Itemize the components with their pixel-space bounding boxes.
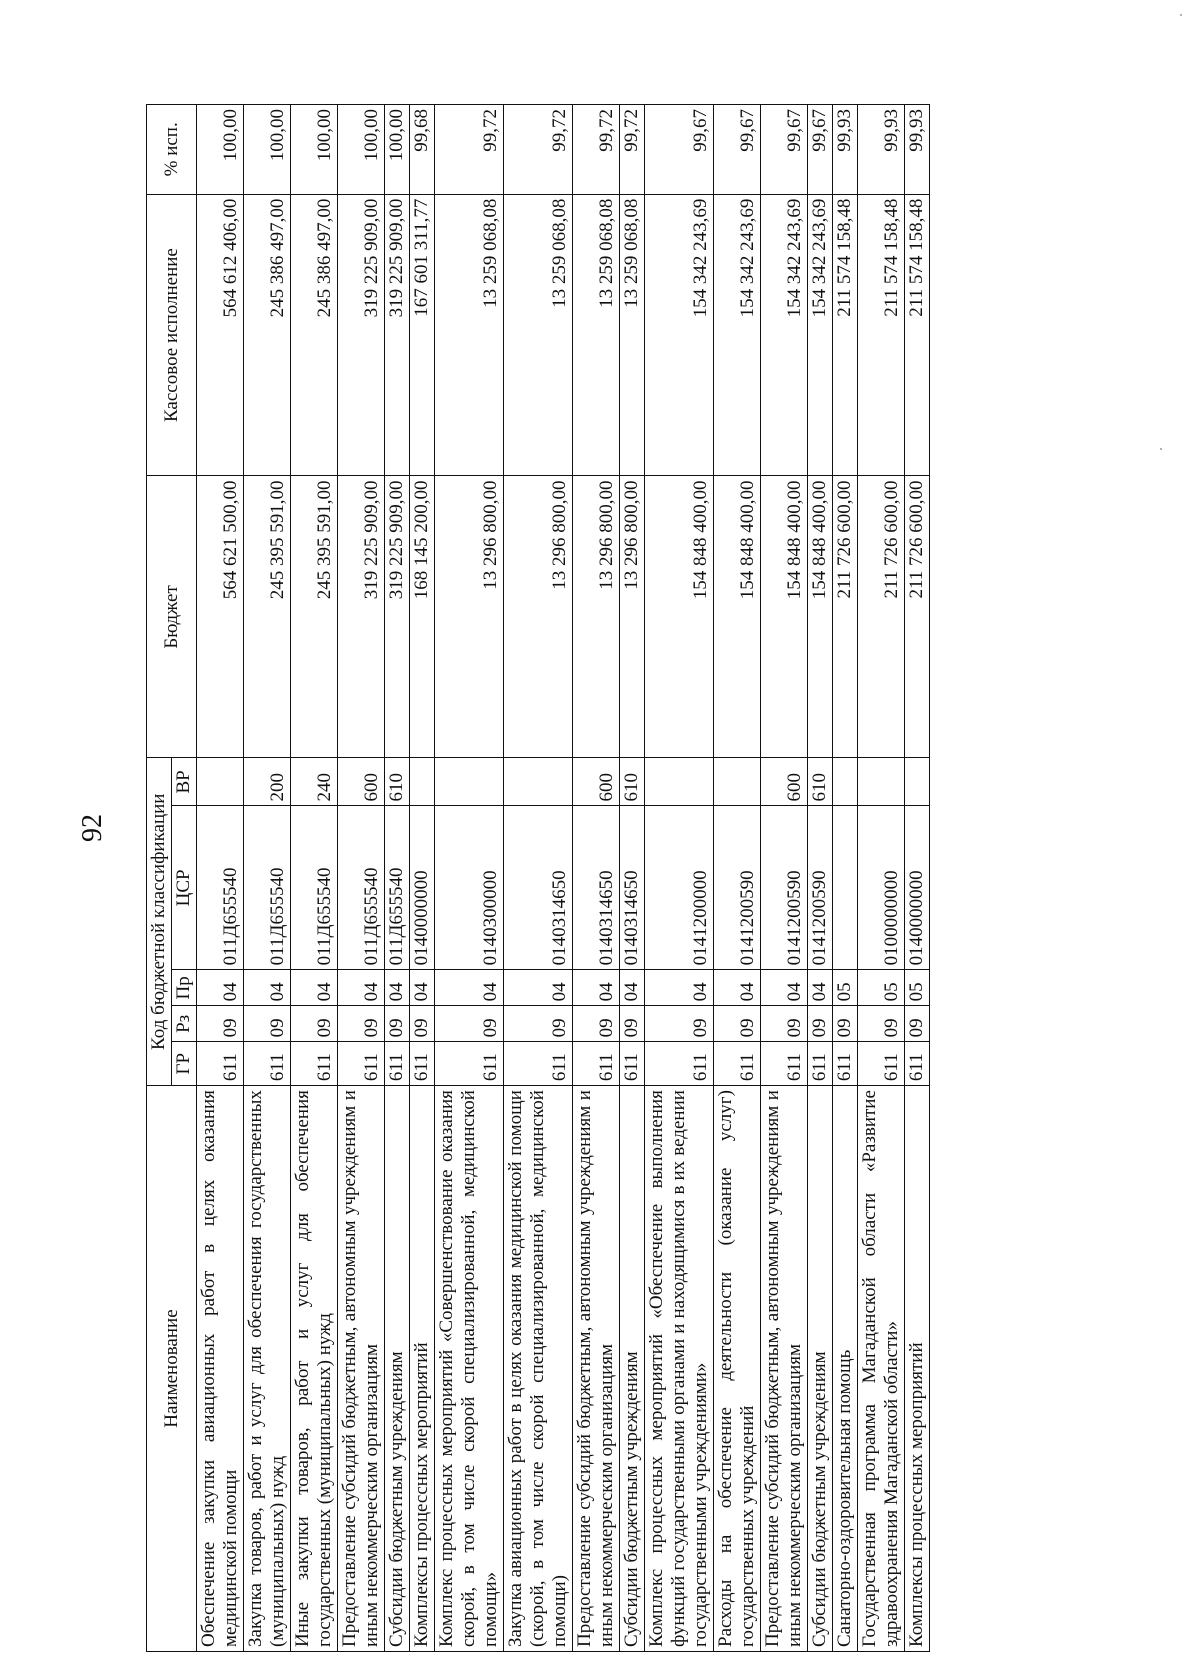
cell-vr: 600 — [761, 758, 808, 806]
header-csr: ЦСР — [172, 806, 197, 970]
cell-pr: 05 — [858, 970, 905, 1006]
cell-name: Субсидии бюджетным учреждениям — [620, 1086, 645, 1652]
cell-vr: 600 — [573, 758, 620, 806]
cell-budget: 154 848 400,00 — [645, 476, 714, 758]
cell-percent: 99,72 — [573, 105, 620, 195]
cell-gr: 611 — [435, 1042, 504, 1086]
cell-vr — [858, 758, 905, 806]
cell-percent: 99,67 — [808, 105, 833, 195]
cell-gr: 611 — [858, 1042, 905, 1086]
cell-execution: 211 574 158,48 — [858, 194, 905, 476]
cell-pr: 04 — [338, 970, 385, 1006]
cell-vr — [504, 758, 573, 806]
cell-percent: 100,00 — [338, 105, 385, 195]
cell-execution: 13 259 068,08 — [620, 194, 645, 476]
cell-percent: 99,72 — [620, 105, 645, 195]
cell-vr: 600 — [338, 758, 385, 806]
cell-pr: 04 — [504, 970, 573, 1006]
cell-csr: 011Д655540 — [291, 806, 338, 970]
table-row — [808, 105, 833, 1652]
cell-execution: 245 386 497,00 — [291, 194, 338, 476]
cell-csr: 011Д655540 — [244, 806, 291, 970]
cell-budget: 13 296 800,00 — [573, 476, 620, 758]
cell-rz: 09 — [504, 1006, 573, 1042]
cell-execution: 154 342 243,69 — [714, 194, 761, 476]
cell-execution: 245 386 497,00 — [244, 194, 291, 476]
cell-gr: 611 — [338, 1042, 385, 1086]
rotated-table-container — [146, 104, 1046, 1652]
cell-rz: 09 — [197, 1006, 244, 1042]
cell-execution: 13 259 068,08 — [435, 194, 504, 476]
cell-budget: 13 296 800,00 — [435, 476, 504, 758]
cell-budget: 211 726 600,00 — [905, 476, 930, 758]
table-body — [197, 105, 930, 1652]
cell-gr: 611 — [385, 1042, 410, 1086]
cell-gr: 611 — [808, 1042, 833, 1086]
cell-name: Санаторно-оздоровительная помощь — [833, 1086, 858, 1652]
cell-csr: 011Д655540 — [338, 806, 385, 970]
cell-budget: 154 848 400,00 — [808, 476, 833, 758]
table-row — [410, 105, 435, 1652]
cell-name: Предоставление субсидий бюджетным, автономным учреждениям и иным некоммерческим организациям — [338, 1086, 385, 1652]
header-rz: Рз — [172, 1006, 197, 1042]
cell-percent: 99,93 — [905, 105, 930, 195]
cell-rz: 09 — [858, 1006, 905, 1042]
cell-csr: 0141200590 — [808, 806, 833, 970]
cell-budget: 319 225 909,00 — [385, 476, 410, 758]
cell-execution: 154 342 243,69 — [808, 194, 833, 476]
table-row — [645, 105, 714, 1652]
cell-gr: 611 — [905, 1042, 930, 1086]
cell-name: Закупка авиационных работ в целях оказания медицинской помощи (скорой, в том числе скорой специализированной, медицинской помощи) — [504, 1086, 573, 1652]
header-pr: Пр — [172, 970, 197, 1006]
cell-rz: 09 — [714, 1006, 761, 1042]
cell-percent: 100,00 — [385, 105, 410, 195]
cell-rz: 09 — [244, 1006, 291, 1042]
table-row — [905, 105, 930, 1652]
cell-name: Субсидии бюджетным учреждениям — [808, 1086, 833, 1652]
cell-gr: 611 — [620, 1042, 645, 1086]
scan-speck — [1160, 448, 1162, 450]
cell-csr: 0141200000 — [645, 806, 714, 970]
cell-vr: 610 — [620, 758, 645, 806]
table-row — [435, 105, 504, 1652]
cell-vr — [410, 758, 435, 806]
cell-budget: 168 145 200,00 — [410, 476, 435, 758]
cell-csr: 011Д655540 — [385, 806, 410, 970]
cell-name: Расходы на обеспечение деятельности (оказание услуг) государственных учреждений — [714, 1086, 761, 1652]
cell-percent: 100,00 — [197, 105, 244, 195]
cell-csr: 0140314650 — [620, 806, 645, 970]
cell-csr: 0140314650 — [504, 806, 573, 970]
header-execution: Кассовое исполнение — [147, 194, 197, 476]
cell-budget: 564 621 500,00 — [197, 476, 244, 758]
cell-rz: 09 — [435, 1006, 504, 1042]
table-row — [620, 105, 645, 1652]
cell-rz: 09 — [620, 1006, 645, 1042]
cell-gr: 611 — [645, 1042, 714, 1086]
scan-speck — [1180, 14, 1182, 16]
cell-rz: 09 — [573, 1006, 620, 1042]
cell-pr: 04 — [573, 970, 620, 1006]
cell-execution: 564 612 406,00 — [197, 194, 244, 476]
cell-pr: 04 — [761, 970, 808, 1006]
cell-execution: 211 574 158,48 — [905, 194, 930, 476]
cell-gr: 611 — [504, 1042, 573, 1086]
cell-name: Комплекс процессных мероприятий «Совершенствование оказания скорой, в том числе скорой специализированной, медицинской помощи» — [435, 1086, 504, 1652]
budget-table — [146, 104, 930, 1652]
cell-execution: 211 574 158,48 — [833, 194, 858, 476]
cell-percent: 99,72 — [435, 105, 504, 195]
cell-gr: 611 — [833, 1042, 858, 1086]
cell-vr: 610 — [808, 758, 833, 806]
cell-name: Обеспечение закупки авиационных работ в целях оказания медицинской помощи — [197, 1086, 244, 1652]
cell-csr: 0140314650 — [573, 806, 620, 970]
header-code-group: Код бюджетной классификации — [147, 758, 172, 1086]
cell-vr: 240 — [291, 758, 338, 806]
cell-budget: 211 726 600,00 — [833, 476, 858, 758]
cell-gr: 611 — [714, 1042, 761, 1086]
cell-rz: 09 — [291, 1006, 338, 1042]
table-row — [197, 105, 244, 1652]
cell-csr: 011Д655540 — [197, 806, 244, 970]
cell-name: Предоставление субсидий бюджетным, автономным учреждениям и иным некоммерческим организациям — [761, 1086, 808, 1652]
cell-pr: 04 — [244, 970, 291, 1006]
header-percent: % исп. — [147, 105, 197, 195]
cell-gr: 611 — [761, 1042, 808, 1086]
cell-csr — [833, 806, 858, 970]
cell-vr — [197, 758, 244, 806]
cell-csr: 0140000000 — [905, 806, 930, 970]
cell-vr: 200 — [244, 758, 291, 806]
cell-execution: 154 342 243,69 — [761, 194, 808, 476]
cell-name: Предоставление субсидий бюджетным, автономным учреждениям и иным некоммерческим организациям — [573, 1086, 620, 1652]
cell-pr: 04 — [645, 970, 714, 1006]
cell-csr: 0100000000 — [858, 806, 905, 970]
table-row — [714, 105, 761, 1652]
cell-pr: 05 — [833, 970, 858, 1006]
cell-rz: 09 — [761, 1006, 808, 1042]
cell-execution: 167 601 311,77 — [410, 194, 435, 476]
cell-pr: 04 — [620, 970, 645, 1006]
table-row — [385, 105, 410, 1652]
cell-percent: 99,68 — [410, 105, 435, 195]
table-row — [338, 105, 385, 1652]
table-row — [291, 105, 338, 1652]
cell-pr: 05 — [905, 970, 930, 1006]
cell-rz: 09 — [808, 1006, 833, 1042]
cell-budget: 13 296 800,00 — [504, 476, 573, 758]
cell-rz: 09 — [905, 1006, 930, 1042]
cell-pr: 04 — [291, 970, 338, 1006]
cell-execution: 13 259 068,08 — [573, 194, 620, 476]
cell-budget: 154 848 400,00 — [761, 476, 808, 758]
cell-vr — [714, 758, 761, 806]
cell-percent: 99,93 — [833, 105, 858, 195]
cell-vr — [905, 758, 930, 806]
cell-csr: 0141200590 — [761, 806, 808, 970]
cell-budget: 245 395 591,00 — [291, 476, 338, 758]
cell-pr: 04 — [197, 970, 244, 1006]
cell-gr: 611 — [573, 1042, 620, 1086]
cell-rz: 09 — [645, 1006, 714, 1042]
cell-budget: 245 395 591,00 — [244, 476, 291, 758]
cell-rz: 09 — [833, 1006, 858, 1042]
cell-vr — [833, 758, 858, 806]
cell-name: Комплекс процессных мероприятий «Обеспечение выполнения функций государственными органами и находящимися в их ведении государственными учреждениями» — [645, 1086, 714, 1652]
cell-name: Государственная программа Магаданской области «Развитие здравоохранения Магаданской области» — [858, 1086, 905, 1652]
table-row — [833, 105, 858, 1652]
header-name: Наименование — [147, 1086, 197, 1652]
cell-execution: 319 225 909,00 — [338, 194, 385, 476]
cell-gr: 611 — [291, 1042, 338, 1086]
cell-rz: 09 — [385, 1006, 410, 1042]
cell-execution: 154 342 243,69 — [645, 194, 714, 476]
cell-name: Закупка товаров, работ и услуг для обеспечения государственных (муниципальных) нужд — [244, 1086, 291, 1652]
cell-csr: 0140000000 — [410, 806, 435, 970]
cell-rz: 09 — [338, 1006, 385, 1042]
header-budget: Бюджет — [147, 476, 197, 758]
cell-pr: 04 — [435, 970, 504, 1006]
cell-percent: 99,93 — [858, 105, 905, 195]
cell-percent: 100,00 — [291, 105, 338, 195]
page-number: 92 — [77, 814, 108, 842]
header-gr: ГР — [172, 1042, 197, 1086]
cell-gr: 611 — [197, 1042, 244, 1086]
cell-budget: 211 726 600,00 — [858, 476, 905, 758]
cell-gr: 611 — [244, 1042, 291, 1086]
cell-execution: 319 225 909,00 — [385, 194, 410, 476]
table-row — [761, 105, 808, 1652]
table-row — [858, 105, 905, 1652]
table-row — [573, 105, 620, 1652]
cell-pr: 04 — [808, 970, 833, 1006]
cell-budget: 319 225 909,00 — [338, 476, 385, 758]
table-row — [504, 105, 573, 1652]
cell-vr — [435, 758, 504, 806]
cell-budget: 154 848 400,00 — [714, 476, 761, 758]
cell-name: Комплексы процессных мероприятий — [905, 1086, 930, 1652]
cell-vr — [645, 758, 714, 806]
cell-gr: 611 — [410, 1042, 435, 1086]
cell-execution: 13 259 068,08 — [504, 194, 573, 476]
cell-csr: 0141200590 — [714, 806, 761, 970]
cell-percent: 99,72 — [504, 105, 573, 195]
cell-percent: 100,00 — [244, 105, 291, 195]
table-header — [147, 105, 197, 1652]
cell-pr: 04 — [410, 970, 435, 1006]
cell-vr: 610 — [385, 758, 410, 806]
cell-pr: 04 — [385, 970, 410, 1006]
table-row — [244, 105, 291, 1652]
cell-budget: 13 296 800,00 — [620, 476, 645, 758]
cell-rz: 09 — [410, 1006, 435, 1042]
cell-percent: 99,67 — [714, 105, 761, 195]
cell-percent: 99,67 — [761, 105, 808, 195]
cell-name: Иные закупки товаров, работ и услуг для обеспечения государственных (муниципальных) нужд — [291, 1086, 338, 1652]
header-vr: ВР — [172, 758, 197, 806]
cell-name: Субсидии бюджетным учреждениям — [385, 1086, 410, 1652]
cell-csr: 0140300000 — [435, 806, 504, 970]
cell-name: Комплексы процессных мероприятий — [410, 1086, 435, 1652]
cell-percent: 99,67 — [645, 105, 714, 195]
cell-pr: 04 — [714, 970, 761, 1006]
